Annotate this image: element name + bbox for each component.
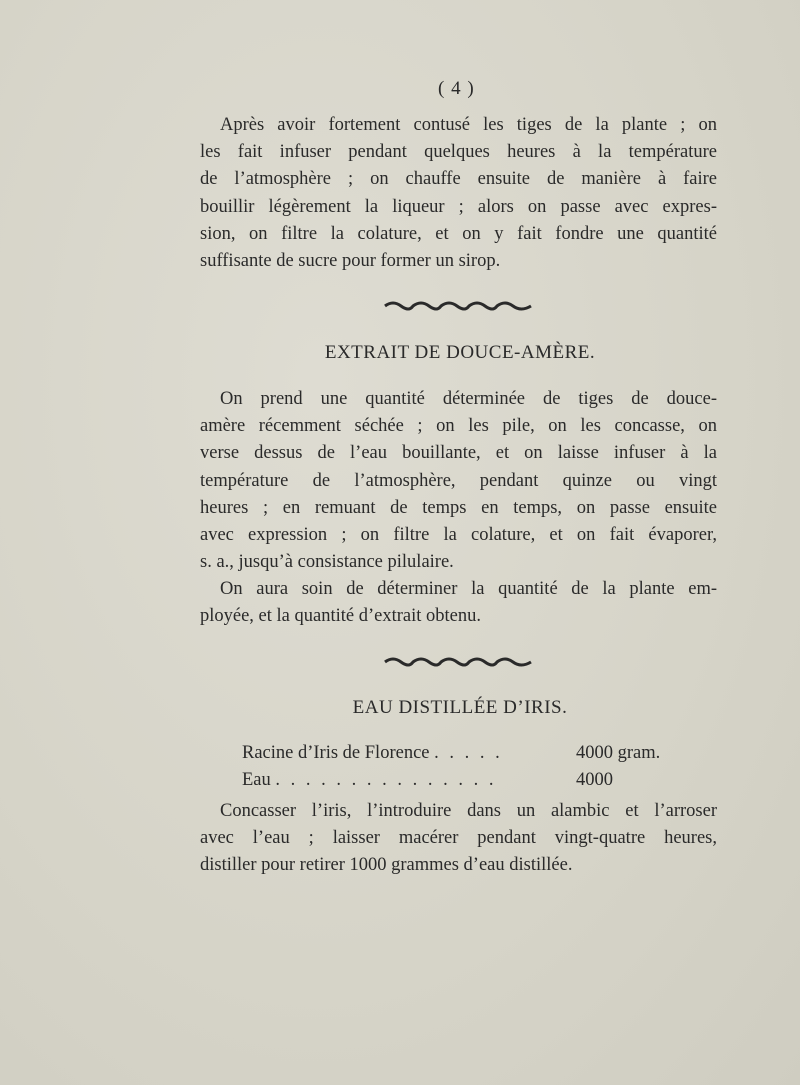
text-line: température de l’atmosphère, pendant quinze ou vingt (200, 470, 717, 491)
text-line: les fait infuser pendant quelques heures à la température (200, 142, 717, 163)
page-number: ( 4 ) (438, 78, 475, 99)
text-line: s. a., jusqu’à consistance pilulaire. (200, 552, 454, 573)
text-line: Après avoir fortement contusé les tiges de la plante ; on (220, 115, 717, 135)
text-line: verse dessus de l’eau bouillante, et on laisse infuser à la (200, 443, 717, 464)
intro-paragraph (200, 112, 717, 275)
text-line: avec expression ; on filtre la colature, et on fait évaporer, (200, 525, 717, 546)
text-line: avec l’eau ; laisser macérer pendant vingt-quatre heures, (200, 828, 717, 849)
text-line: heures ; en remuant de temps en temps, on passe ensuite (200, 497, 717, 518)
extrait-paragraph-1 (200, 386, 717, 576)
text-line: On aura soin de déterminer la quantité de la plante em- (220, 579, 717, 599)
ingredient-quantity: 4000 gram. (576, 743, 661, 763)
leader-dots: . . . . . . . . . . . . . . . (275, 770, 497, 790)
text-line: suffisante de sucre pour former un sirop. (200, 251, 501, 272)
text-line: bouillir légèrement la liqueur ; alors on passe avec expres- (200, 196, 717, 217)
section-title-eau: EAU DISTILLÉE D’IRIS. (352, 697, 568, 718)
recipe-row (242, 740, 661, 767)
wave-ornament (383, 654, 533, 668)
ingredient-name: Eau (242, 770, 271, 790)
leader-dots: . . . . . (434, 743, 503, 763)
eau-paragraph (200, 798, 717, 880)
text-line: Concasser l’iris, l’introduire dans un alambic et l’arroser (220, 801, 717, 821)
text-line: distiller pour retirer 1000 grammes d’eau distillée. (200, 855, 573, 876)
recipe-row (242, 767, 613, 794)
text-line: ployée, et la quantité d’extrait obtenu. (200, 606, 481, 627)
section-title-extrait: EXTRAIT DE DOUCE-AMÈRE. (324, 342, 596, 363)
extrait-paragraph-2 (200, 576, 717, 630)
text-line: amère récemment séchée ; on les pile, on les concasse, on (200, 416, 717, 437)
ingredient-quantity: 4000 (576, 770, 613, 790)
wave-ornament (383, 298, 533, 312)
ingredient-name: Racine d’Iris de Florence (242, 743, 430, 763)
text-line: sion, on filtre la colature, et on y fait fondre une quantité (200, 223, 717, 244)
text-line: On prend une quantité déterminée de tiges de douce- (220, 389, 717, 409)
text-line: de l’atmosphère ; on chauffe ensuite de manière à faire (200, 169, 717, 190)
